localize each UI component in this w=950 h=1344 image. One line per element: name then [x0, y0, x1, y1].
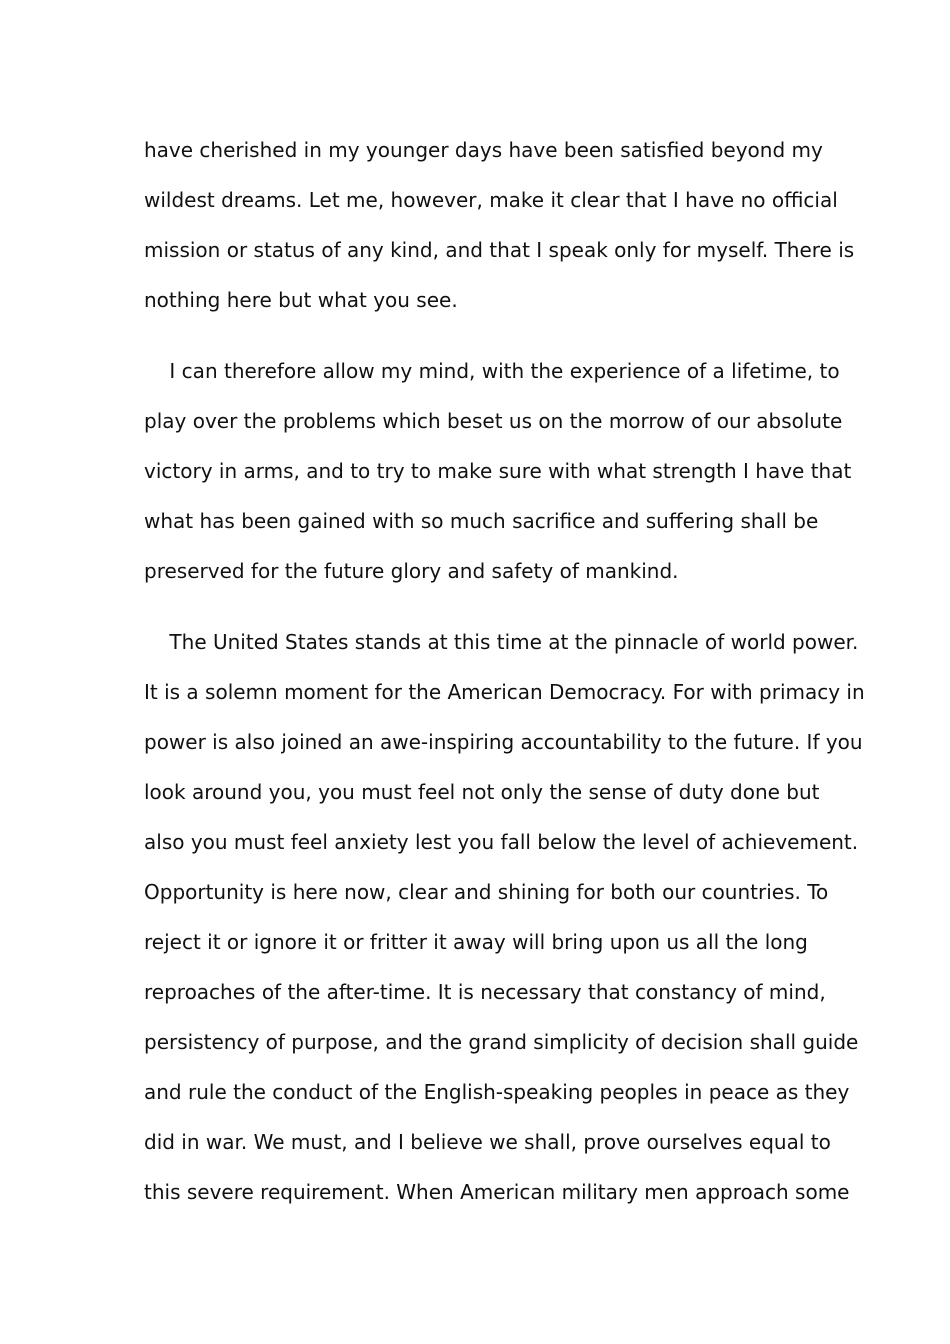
- text-line: also you must feel anxiety lest you fall below the level of achievement.: [144, 830, 859, 854]
- text-line: I can therefore allow my mind, with the experience of a lifetime, to: [144, 359, 840, 383]
- text-line: victory in arms, and to try to make sure with what strength I have that: [144, 459, 852, 483]
- document-body: [144, 125, 865, 1217]
- text-line: It is a solemn moment for the American Democracy. For with primacy in: [144, 680, 865, 704]
- text-line: did in war. We must, and I believe we shall, prove ourselves equal to: [144, 1130, 831, 1154]
- text-line: Opportunity is here now, clear and shining for both our countries. To: [144, 880, 829, 904]
- text-line: this severe requirement. When American military men approach some: [144, 1180, 850, 1204]
- text-line: what has been gained with so much sacrifice and suffering shall be: [144, 509, 819, 533]
- text-line: nothing here but what you see.: [144, 288, 458, 312]
- paragraph: [144, 617, 865, 1217]
- text-line: The United States stands at this time at the pinnacle of world power.: [144, 630, 859, 654]
- text-line: reject it or ignore it or fritter it away will bring upon us all the long: [144, 930, 808, 954]
- paragraph-spacer: [144, 596, 809, 617]
- paragraph-spacer: [144, 325, 809, 346]
- text-line: persistency of purpose, and the grand simplicity of decision shall guide: [144, 1030, 859, 1054]
- paragraph: [144, 346, 852, 596]
- text-line: reproaches of the after-time. It is necessary that constancy of mind,: [144, 980, 826, 1004]
- text-line: have cherished in my younger days have been satisfied beyond my: [144, 138, 823, 162]
- text-line: preserved for the future glory and safety of mankind.: [144, 559, 679, 583]
- text-line: mission or status of any kind, and that I speak only for myself. There is: [144, 238, 855, 262]
- text-line: wildest dreams. Let me, however, make it clear that I have no official: [144, 188, 838, 212]
- text-line: play over the problems which beset us on the morrow of our absolute: [144, 409, 843, 433]
- text-line: and rule the conduct of the English-speaking peoples in peace as they: [144, 1080, 850, 1104]
- paragraph: [144, 125, 855, 325]
- text-line: look around you, you must feel not only the sense of duty done but: [144, 780, 820, 804]
- text-line: power is also joined an awe-inspiring accountability to the future. If you: [144, 730, 863, 754]
